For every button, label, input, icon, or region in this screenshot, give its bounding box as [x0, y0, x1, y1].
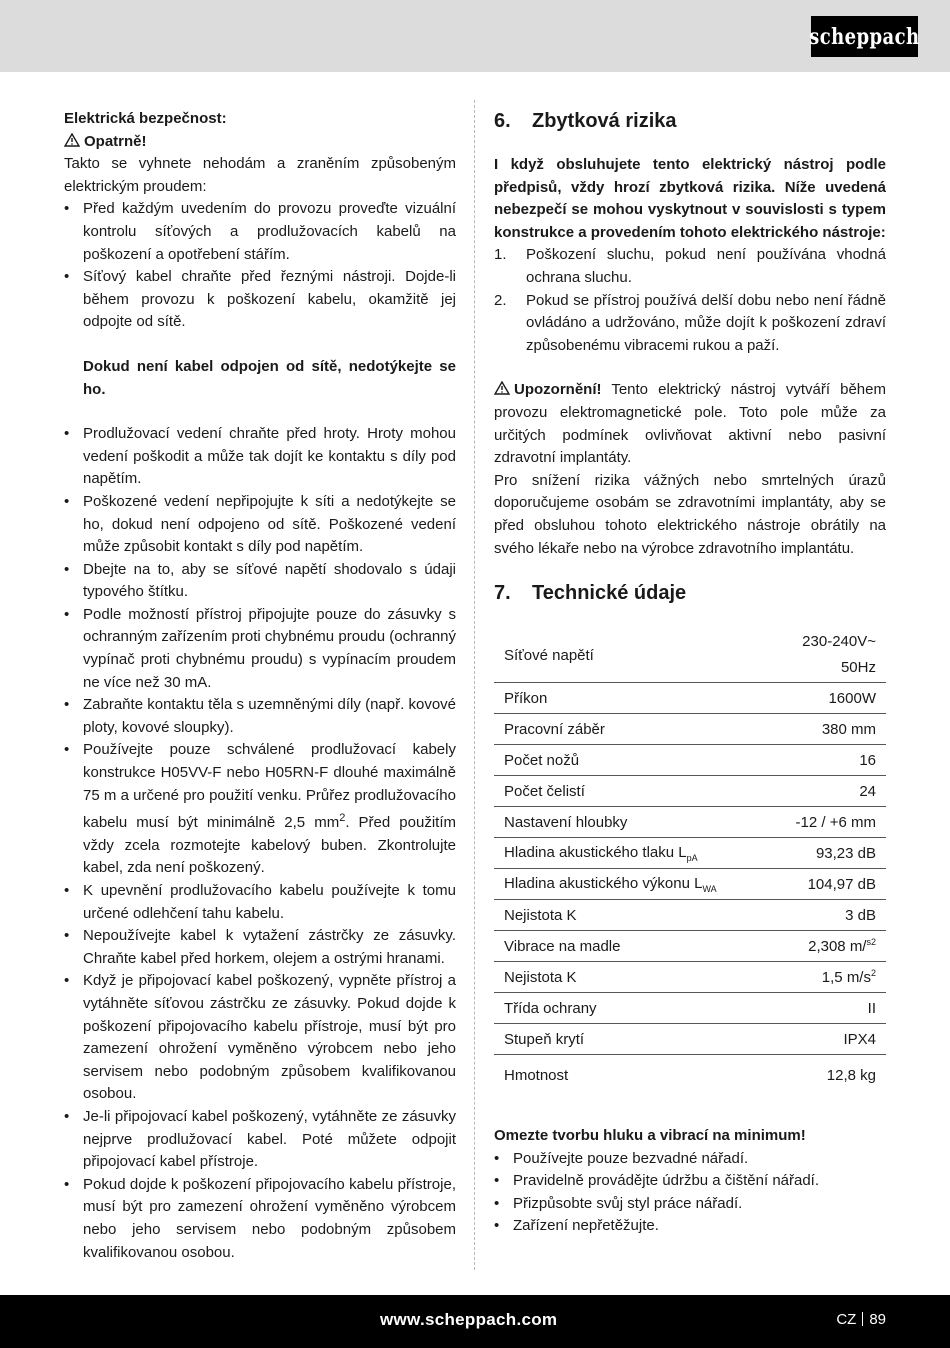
table-row: Pracovní záběr 380 mm — [494, 714, 886, 745]
specs-table — [494, 628, 886, 1095]
section-6-heading: 6. Zbytková rizika — [494, 110, 677, 132]
table-row: Třída ochrany II — [494, 993, 886, 1024]
page-indicator: CZ 89 — [836, 1311, 886, 1328]
table-row: Nastavení hloubky -12 / +6 mm — [494, 807, 886, 838]
list-item: • K upevnění prodlužovacího kabelu používejte k tomu určené odlehčení tahu kabelu. — [64, 880, 456, 925]
table-row: Nejistota K 3 dB — [494, 900, 886, 931]
list-item: 2. Pokud se přístroj používá delší dobu nebo není řádně ovládáno a udržováno, může dojít k poškození zdraví způsobenému vibracemi rukou a paží. — [494, 291, 886, 354]
list-item: • Nepoužívejte kabel k vytažení zástrčky ze zásuvky. Chraňte kabel před horkem, olejem a ostrými hranami. — [64, 925, 456, 970]
list-item: • Zařízení nepřetěžujte. — [494, 1215, 886, 1238]
list-item: 1. Poškození sluchu, pokud není používána vhodná ochrana sluchu. — [494, 246, 886, 286]
risk-list — [494, 244, 886, 357]
list-item: • Poškozené vedení nepřipojujte k síti a nedotýkejte se ho, dokud není odpojeno od sítě. Poškozené vedení může způsobit kontakt s díly pod napětím. — [64, 491, 456, 559]
table-row: Počet nožů 16 — [494, 745, 886, 776]
list-item: • Přizpůsobte svůj styl práce nářadí. — [494, 1193, 886, 1216]
notice-paragraph: Upozornění! Tento elektrický nástroj vytváří během provozu elektromagnetické pole. Toto pole může za určitých podmínek ovlivňovat aktivní nebo pasivní zdravotní implantáty. — [494, 381, 886, 467]
caution-line: Opatrně! — [64, 131, 456, 154]
page-footer — [0, 1295, 950, 1348]
section-6-intro: I když obsluhujete tento elektrický nástroj podle předpisů, vždy hrozí zbytková rizika. Níže uvedená nebezpečí se mohou vyskytnout v souvislosti s typem konstrukce a provedením tohoto elektrického nástroje: — [494, 156, 886, 241]
list-item: • Když je připojovací kabel poškozený, vypněte přístroj a vytáhněte síťovou zástrčku ze zásuvky. Pokud dojde k poškození připojovacího kabelu přístroje, musí být pro zamezení ohrožení vyměněno výrobcem nebo jeho servisem nebo podobným způsobem kvalifikovanou osobou. — [64, 970, 456, 1106]
list-item: • Je-li připojovací kabel poškozený, vytáhněte ze zásuvky nejprve prodlužovací kabel. Poté můžete odpojit připojovací kabel přístroje. — [64, 1106, 456, 1174]
bullet-list-1 — [64, 198, 456, 334]
list-item: • Podle možností přístroj připojujte pouze do zásuvky s ochranným zařízením proti chybnému proudu (ochranný vypínač proti chybnému proudu) s vypínacím proudem ne více než 30 mA. — [64, 604, 456, 694]
list-item-cable: • Používejte pouze schválené prodlužovací kabely konstrukce H05VV-F nebo H05RN-F dlouhé maximálně 75 m a určené pro použití venku. Průřez prodlužovacího kabelu musí být minimálně 2,5 $mm^2$. Před použitím vždy zcela rozmotejte kabelový buben. Zkontrolujte kabel, zda není poškozený. — [64, 739, 456, 880]
table-row: Síťové napětí 230-240V~ 50Hz — [494, 628, 886, 683]
table-row: Vibrace na madle 2,308 m/$^{s2}$ — [494, 931, 886, 962]
website-link[interactable]: www.scheppach.com — [380, 1310, 558, 1329]
notice-paragraph-2: Pro snížení rizika vážných nebo smrtelných úrazů doporučujeme osobám se zdravotními implantáty, aby se před obsluhou tohoto elektrického nástroje obrátily na svého lékaře nebo na výrobce zdravotního implantátu. — [494, 471, 886, 557]
table-row: Počet čelistí 24 — [494, 776, 886, 807]
table-row: Nejistota K 1,5 $m/s^2$ — [494, 962, 886, 993]
list-item: • Dbejte na to, aby se síťové napětí shodovalo s údaji typového štítku. — [64, 559, 456, 604]
table-row: Stupeň krytí IPX4 — [494, 1024, 886, 1055]
table-row: Hladina akustického tlaku $L_{pA}$ 93,23 dB — [494, 838, 886, 869]
section-7-heading: 7. Technické údaje — [494, 582, 687, 605]
right-column — [494, 108, 886, 1238]
brand-logo: scheppach — [811, 16, 918, 57]
noise-title: Omezte tvorbu hluku a vibrací na minimum! — [494, 1127, 806, 1145]
list-item: • Síťový kabel chraňte před řeznými nástroji. Dojde-li během provozu k poškození kabelu, okamžitě jej odpojte od sítě. — [64, 266, 456, 334]
page-header — [0, 0, 950, 72]
table-row: Hmotnost 12,8 kg — [504, 1066, 876, 1084]
list-item: • Používejte pouze bezvadné nářadí. — [494, 1148, 886, 1171]
list-item: • Pokud dojde k poškození připojovacího kabelu přístroje, musí být pro zamezení ohrožení vyměněno výrobcem nebo jeho servisem nebo podobným způsobem kvalifikovanou osobou. — [64, 1174, 456, 1264]
electrical-safety-title: Elektrická bezpečnost: — [64, 110, 227, 127]
list-item: • Zabraňte kontaktu těla s uzemněnými díly (např. kovové ploty, kovové sloupky). — [64, 694, 456, 739]
left-column — [64, 108, 456, 1264]
noise-list — [494, 1148, 886, 1238]
bullet-list-2 — [64, 423, 456, 1264]
table-row: Hladina akustického výkonu $L_{WA}$ 104,97 dB — [494, 869, 886, 900]
warning-triangle-icon — [494, 381, 510, 395]
list-item: • Prodlužovací vedení chraňte před hroty. Hroty mohou vedení poškodit a může tak dojít ke kontaktu s díly pod napětím. — [64, 423, 456, 491]
intro-text: Takto se vyhnete nehodám a zraněním způsobeným elektrickým proudem: — [64, 155, 456, 195]
table-row: Příkon 1600W — [494, 683, 886, 714]
column-divider — [474, 100, 475, 1270]
bold-warning-note: Dokud není kabel odpojen od sítě, nedotýkejte se ho. — [83, 357, 456, 398]
list-item: • Před každým uvedením do provozu proveďte vizuální kontrolu síťových a prodlužovacích kabelů na poškození a opotřebení stářím. — [64, 198, 456, 266]
list-item: • Pravidelně provádějte údržbu a čištění nářadí. — [494, 1170, 886, 1193]
warning-triangle-icon — [64, 133, 80, 147]
